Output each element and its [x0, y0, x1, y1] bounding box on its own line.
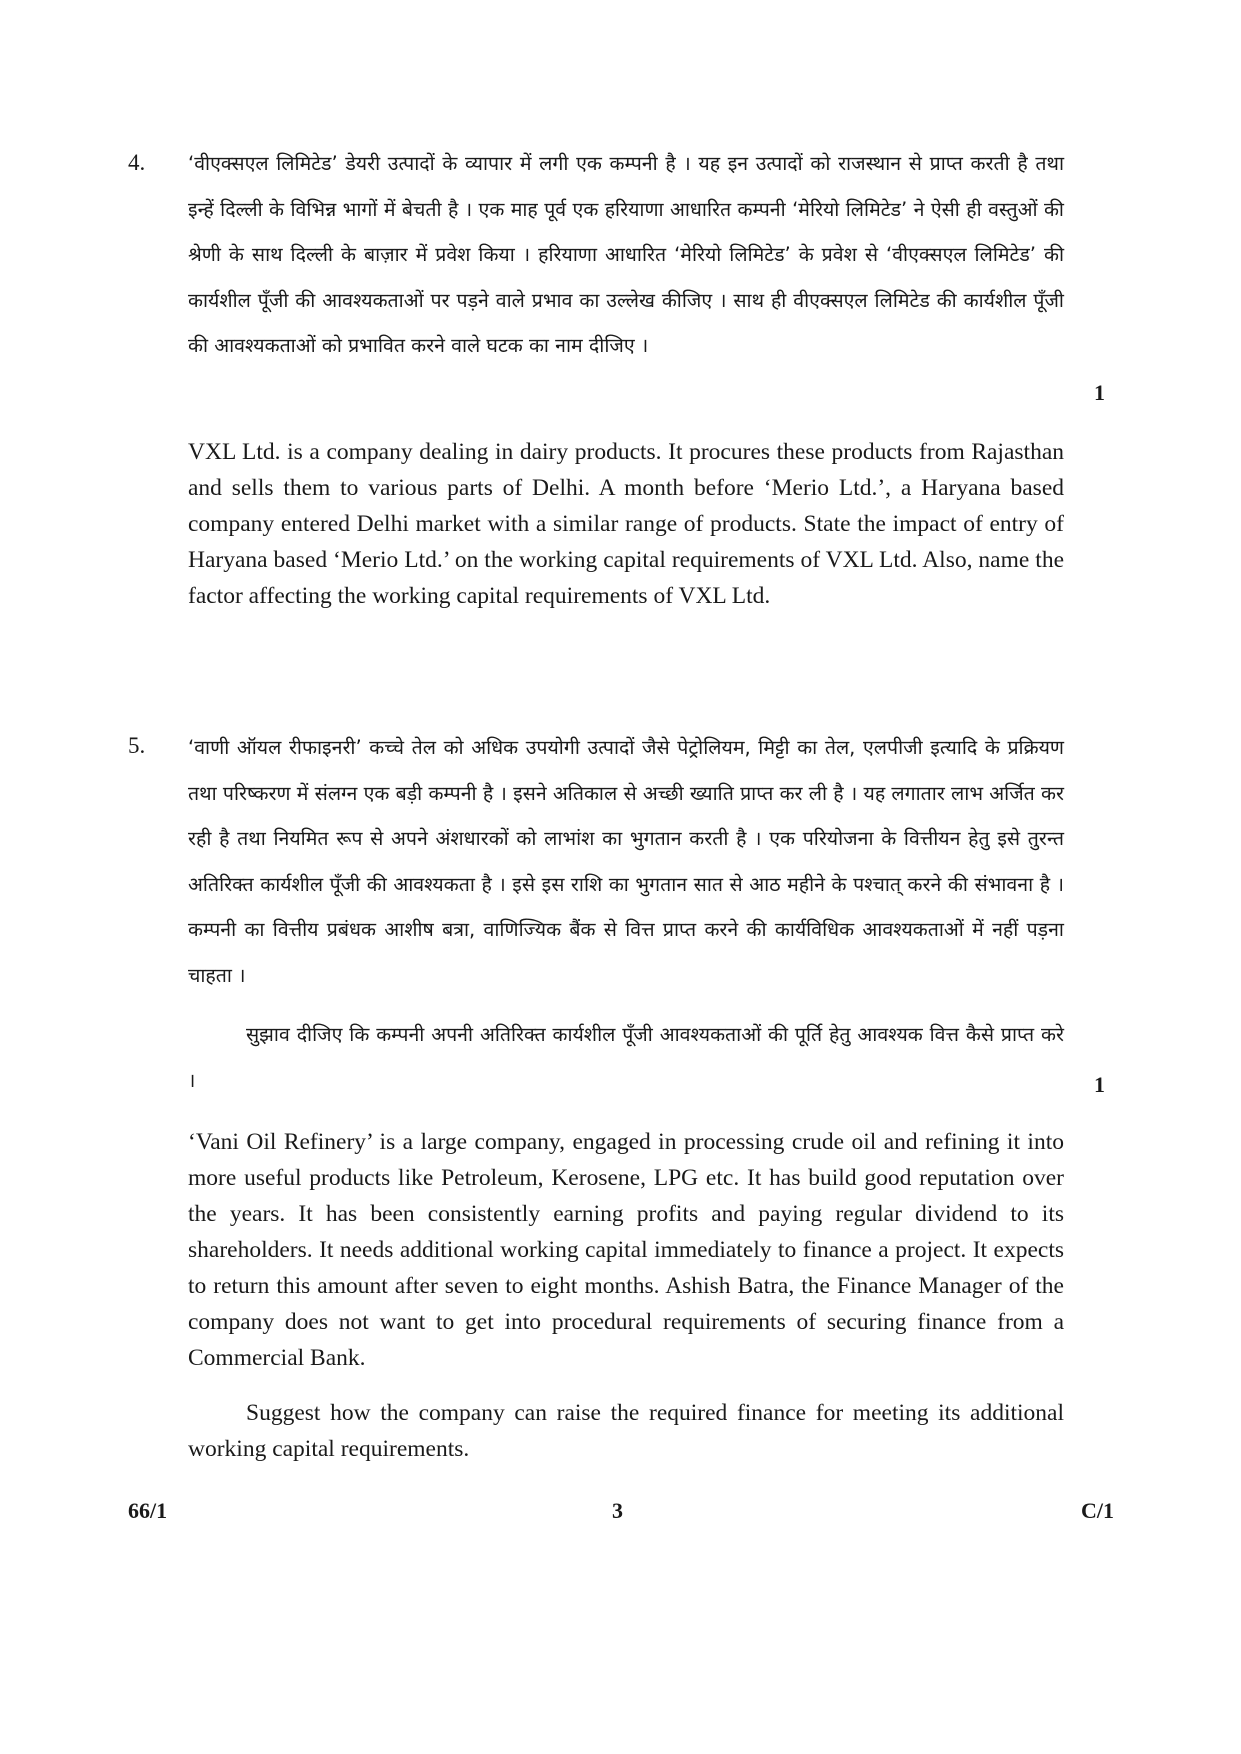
question-text-hindi: ‘वाणी ऑयल रीफाइनरी’ कच्चे तेल को अधिक उपयोगी उत्पादों जैसे पेट्रोलियम, मिट्टी का तेल, एलपीजी इत्यादि के प्रक्रियण तथा परिष्करण में संलग्न एक बड़ी कम्पनी है । इसने अतिकाल से अच्छी ख्याति प्राप्त कर ली है । यह लगातार लाभ अर्जित कर रही है तथा नियमित रूप से अपने अंशधारकों को लाभांश का भुगतान करती है । एक परियोजना के वित्तीयन हेतु इसे तुरन्त अतिरिक्त कार्यशील पूँजी की आवश्यकता है । इसे इस राशि का भुगतान सात से आठ महीने के पश्चात् करने की संभावना है । कम्पनी का वित्तीय प्रबंधक आशीष बत्रा, वाणिज्यिक बैंक से वित्त प्राप्त करने की कार्यविधिक आवश्यकताओं में नहीं पड़ना चाहता । — [188, 736, 1064, 987]
page-number: 3 — [612, 1498, 623, 1523]
question-prompt-english: Suggest how the company can raise the required finance for meeting its additional working capital requirements. — [188, 1400, 1064, 1462]
marks-label: 1 — [1094, 380, 1105, 405]
question-text-hindi: ‘वीएक्सएल लिमिटेड’ डेयरी उत्पादों के व्यापार में लगी एक कम्पनी है । यह इन उत्पादों को राजस्थान से प्राप्त करती है तथा इन्हें दिल्ली के विभिन्न भागों में बेचती है । एक माह पूर्व एक हरियाणा आधारित कम्पनी ‘मेरियो लिमिटेड’ ने ऐसी ही वस्तुओं की श्रेणी के साथ दिल्ली के बाज़ार में प्रवेश किया । हरियाणा आधारित ‘मेरियो लिमिटेड’ के प्रवेश से ‘वीएक्सएल लिमिटेड’ की कार्यशील पूँजी की आवश्यकताओं पर पड़ने वाले प्रभाव का उल्लेख कीजिए । साथ ही वीएक्सएल लिमिटेड की कार्यशील पूँजी की आवश्यकताओं को प्रभावित करने वाले घटक का नाम दीजिए । — [188, 152, 1064, 357]
set-code: C/1 — [1081, 1498, 1114, 1523]
question-number: 5. — [128, 733, 146, 758]
question-text-english: ‘Vani Oil Refinery’ is a large company, engaged in processing crude oil and refining it into more useful products like Petroleum, Kerosene, LPG etc. It has build good reputation over the years. It has been consistently earning profits and paying regular dividend to its shareholders. It needs additional working capital immediately to finance a project. It expects to return this amount after seven to eight months. Ashish Batra, the Finance Manager of the company does not want to get into procedural requirements of securing finance from a Commercial Bank. — [188, 1129, 1064, 1371]
paper-code: 66/1 — [128, 1498, 168, 1523]
question-body — [188, 141, 1064, 369]
question-body — [188, 725, 1064, 1103]
question-body-english — [188, 434, 1064, 614]
question-number: 4. — [128, 150, 146, 175]
question-body-english — [188, 1124, 1064, 1467]
question-text-english: VXL Ltd. is a company dealing in dairy products. It procures these products from Rajasthan and sells them to various parts of Delhi. A month before ‘Merio Ltd.’, a Haryana based company entered Delhi market with a similar range of products. State the impact of entry of Haryana based ‘Merio Ltd.’ on the working capital requirements of VXL Ltd. Also, name the factor affecting the working capital requirements of VXL Ltd. — [188, 439, 1064, 609]
question-prompt-hindi: सुझाव दीजिए कि कम्पनी अपनी अतिरिक्त कार्यशील पूँजी आवश्यकताओं की पूर्ति हेतु आवश्यक वित्त कैसे प्राप्त करे । — [188, 1023, 1064, 1092]
marks-label: 1 — [1094, 1072, 1105, 1097]
